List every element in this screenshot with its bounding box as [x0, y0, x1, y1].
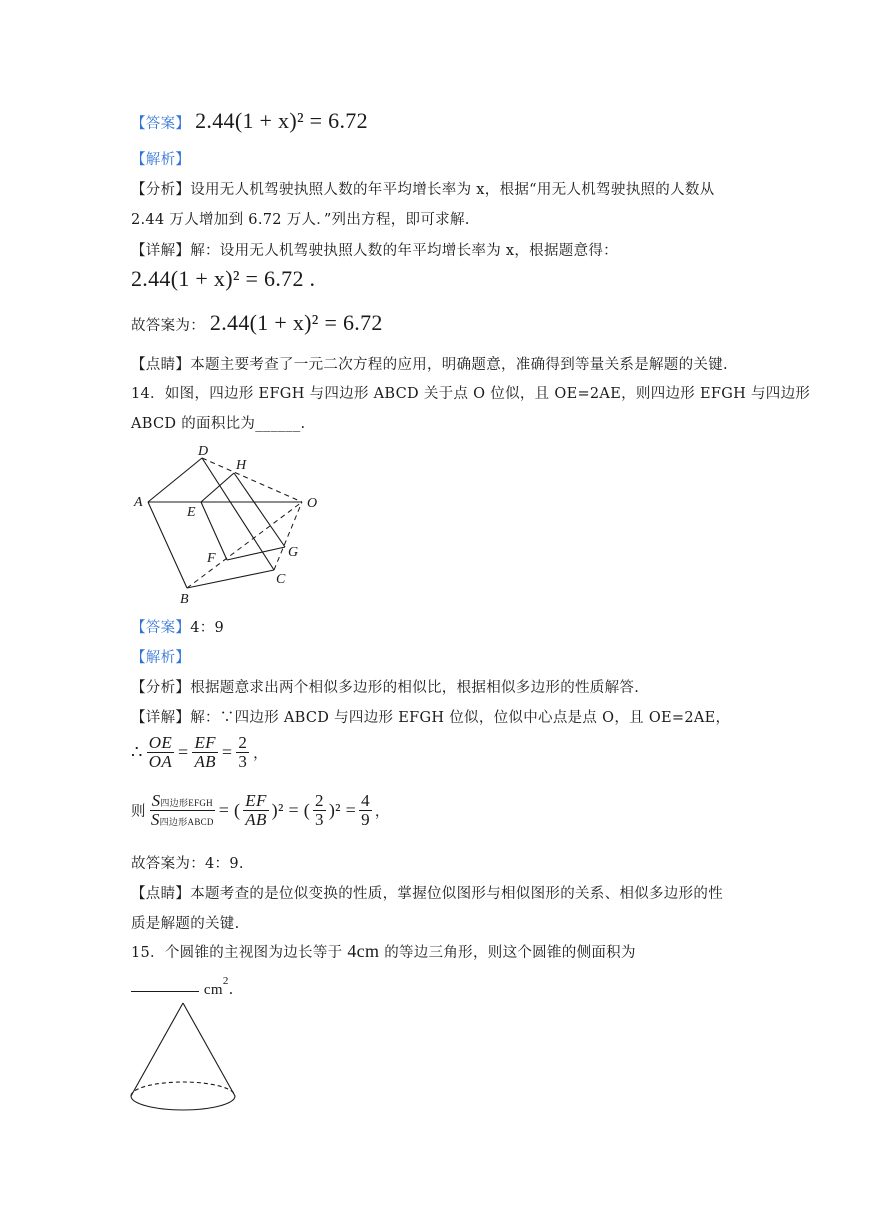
- dianjing-tag: 【点睛】: [131, 886, 191, 902]
- label-e: E: [187, 505, 196, 520]
- side-length: 4cm: [347, 941, 380, 961]
- q14-fenxi-line: [131, 676, 639, 697]
- fenxi-text: 根据题意求出两个相似多边形的相似比，根据相似多边形的性质解答.: [190, 680, 640, 696]
- edge-gh: [234, 473, 285, 547]
- comma: ，: [253, 745, 268, 762]
- q14-figure: [128, 440, 328, 608]
- s-symbol: S: [150, 809, 160, 829]
- subscript: 四边形EFGH: [160, 798, 213, 808]
- label-h: H: [236, 458, 247, 473]
- q14-dianjing-line-1: [131, 882, 723, 903]
- denominator: 9: [361, 809, 370, 829]
- denominator: AB: [194, 751, 216, 771]
- q14-ratio-line-1: [131, 734, 268, 771]
- answer-equation: 2.44(1 + x)² = 6.72: [195, 108, 368, 133]
- q14-answer-line: [131, 616, 224, 637]
- denominator: AB: [245, 809, 267, 829]
- q13-xiangjie-line: [131, 239, 618, 260]
- denominator: OA: [148, 751, 173, 771]
- fraction-oe-oa: [147, 734, 174, 771]
- q15-answer-blank-line: [131, 975, 234, 999]
- q15-question-line: [131, 941, 636, 962]
- cone-base-front: [131, 1096, 235, 1110]
- numerator: 2: [315, 791, 324, 810]
- q13-final-line: [131, 310, 383, 336]
- dianjing-text: 本题主要考查了一元二次方程的应用，明确题意，准确得到等量关系是解题的关键.: [190, 357, 728, 373]
- xiangjie-text: 解：设用无人机驾驶执照人数的年平均增长率为 x，根据题意得：: [190, 243, 618, 259]
- operator: )² = (: [271, 799, 310, 820]
- q13-fenxi-line-2: 2.44 万人增加到 6.72 万人．”列出方程，即可求解.: [131, 212, 470, 228]
- q14-analysis-tag: 【解析】: [131, 650, 191, 666]
- label-g: G: [288, 545, 299, 560]
- comma: ，: [374, 803, 390, 820]
- edge-ab: [148, 502, 187, 588]
- xiangjie-text: 解：∵四边形 ABCD 与四边形 EFGH 位似，位似中心点是点 O，且 OE=2AE，: [190, 710, 731, 726]
- fraction-ef-ab: [243, 792, 268, 829]
- label-a: A: [134, 495, 143, 510]
- denominator: 3: [315, 809, 324, 829]
- denominator: 3: [238, 751, 248, 771]
- q14-question-line-1: 14．如图，四边形 EFGH 与四边形 ABCD 关于点 O 位似，且 OE=2AE，则四边形 EFGH 与四边形: [131, 386, 811, 402]
- unit-superscript: 2: [222, 975, 229, 987]
- fenxi-text: 设用无人机驾驶执照人数的年平均增长率为 x，根据“用无人机驾驶执照的人数从: [190, 182, 715, 198]
- numerator: [150, 792, 215, 811]
- q13-equation: 2.44(1 + x)² = 6.72 .: [131, 266, 316, 291]
- label-d: D: [198, 444, 209, 459]
- edge-fg: [227, 547, 285, 560]
- q14-ratio-line-2: [131, 792, 390, 829]
- answer-tag: 【答案】: [131, 116, 191, 132]
- dianjing-tag: 【点睛】: [131, 357, 191, 373]
- numerator: 2: [238, 733, 248, 752]
- dianjing-text: 本题考查的是位似变换的性质，掌握位似图形与相似图形的关系、相似多边形的性: [190, 886, 723, 902]
- equals-sign: =: [178, 741, 189, 762]
- fraction-ef-ab: [192, 734, 217, 771]
- answer-tag: 【答案】: [131, 620, 191, 636]
- ze-label: 则: [131, 803, 146, 820]
- numerator: EF: [194, 733, 216, 752]
- q14-question-line-2: ABCD 的面积比为______.: [131, 416, 306, 432]
- denominator: [149, 811, 216, 829]
- question-suffix: 的等边三角形，则这个圆锥的侧面积为: [384, 945, 636, 961]
- edge-bc: [187, 570, 274, 588]
- edge-da: [148, 458, 202, 502]
- numerator: EF: [245, 791, 267, 810]
- fraction-2-3: [313, 792, 326, 829]
- q13-answer-line: [131, 108, 368, 134]
- therefore-symbol: ∴: [131, 741, 143, 763]
- final-equation: 2.44(1 + x)² = 6.72: [209, 310, 383, 335]
- q13-analysis-tag: 【解析】: [131, 152, 191, 168]
- label-o: O: [307, 496, 318, 511]
- cone-base-back: [131, 1082, 235, 1096]
- label-b: B: [180, 592, 189, 607]
- fraction-4-9: [359, 792, 372, 829]
- period: .: [228, 982, 234, 998]
- operator: = (: [218, 799, 241, 820]
- unit: cm: [203, 982, 223, 998]
- fenxi-tag: 【分析】: [131, 182, 191, 198]
- equals-sign: =: [221, 741, 233, 762]
- operator: )² =: [328, 799, 357, 820]
- answer-text: 4：9: [190, 620, 225, 636]
- edge-he: [201, 473, 234, 502]
- q14-xiangjie-line: [131, 706, 730, 727]
- fenxi-tag: 【分析】: [131, 680, 191, 696]
- label-c: C: [276, 572, 286, 587]
- question-prefix: 15．个圆锥的主视图为边长等于: [131, 945, 343, 961]
- q13-fenxi-line-1: [131, 178, 715, 199]
- numerator: OE: [148, 733, 173, 752]
- xiangjie-tag: 【详解】: [131, 710, 191, 726]
- q14-dianjing-line-2: 质是解题的关键.: [131, 916, 240, 932]
- numerator: 4: [361, 791, 370, 810]
- fraction-2-3: [236, 734, 249, 771]
- q15-cone-figure: [126, 998, 242, 1116]
- final-prefix: 故答案为：: [131, 318, 205, 334]
- s-symbol: S: [151, 791, 161, 810]
- q13-dianjing-line: [131, 353, 728, 374]
- q14-final-line: 故答案为：4：9.: [131, 856, 244, 872]
- ray-do: [202, 458, 302, 502]
- subscript: 四边形ABCD: [159, 816, 214, 827]
- label-f: F: [207, 551, 216, 566]
- cone-left-side: [131, 1003, 183, 1096]
- xiangjie-tag: 【详解】: [131, 243, 191, 259]
- fraction-area-ratio: [149, 792, 216, 829]
- answer-blank: [131, 991, 199, 992]
